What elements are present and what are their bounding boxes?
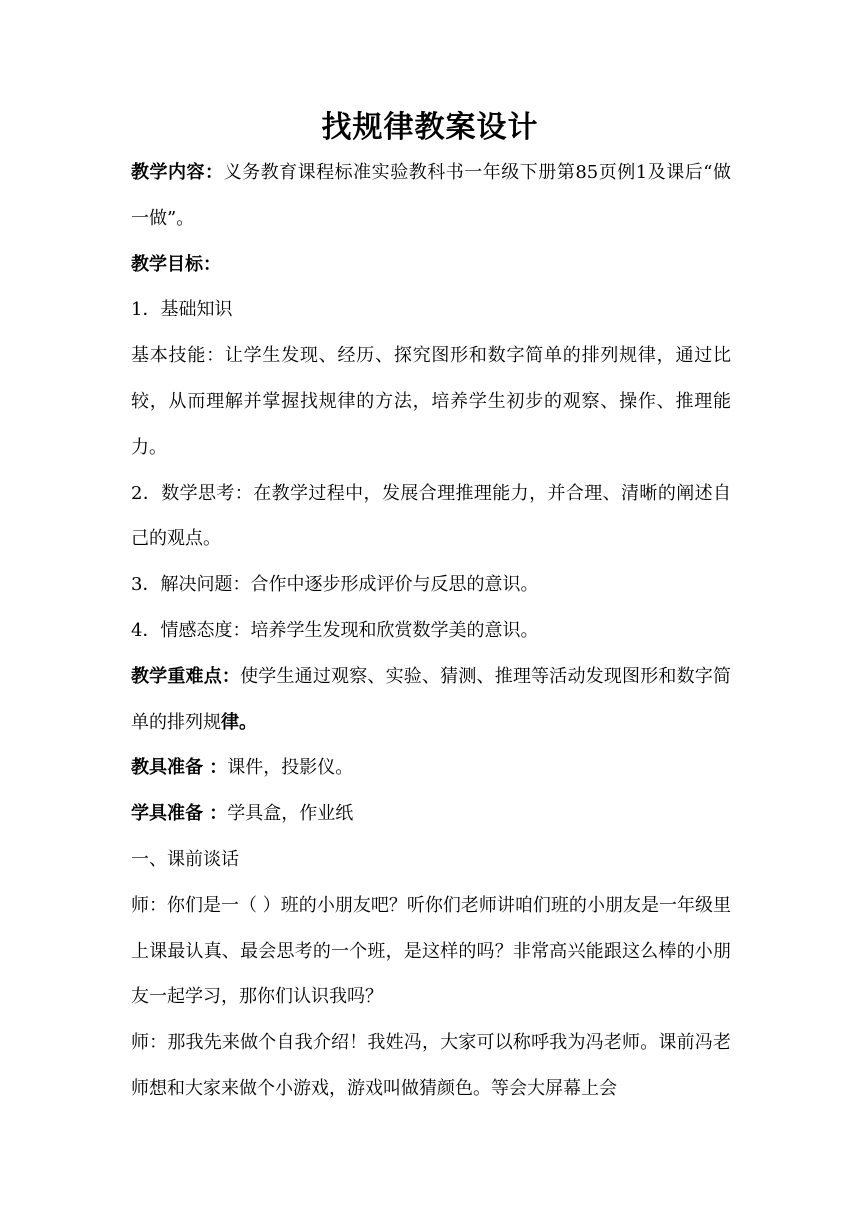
section-heading-pre-class-talk: 一、课前谈话 bbox=[131, 848, 239, 870]
teacher-tools-paragraph bbox=[131, 745, 731, 791]
goal-basic-knowledge: 1．基础知识 bbox=[131, 299, 233, 321]
teaching-content-label: 教学内容： bbox=[131, 162, 224, 183]
key-points-text-end: 律。 bbox=[221, 711, 257, 733]
teaching-content-paragraph bbox=[131, 150, 731, 242]
key-points-paragraph bbox=[131, 654, 731, 746]
teacher-tools-text: 课件，投影仪。 bbox=[227, 757, 354, 779]
teaching-goals-heading: 教学目标： bbox=[131, 253, 221, 275]
goal-emotional-attitude: 4．情感态度：培养学生发现和欣赏数学美的意识。 bbox=[131, 619, 539, 641]
goal-problem-solving: 3．解决问题：合作中逐步形成评价与反思的意识。 bbox=[131, 574, 539, 596]
student-tools-paragraph bbox=[131, 791, 731, 837]
goal-math-thinking: 2．数学思考：在教学过程中，发展合理推理能力，并合理、清晰的阐述自己的观点。 bbox=[131, 482, 731, 550]
teacher-tools-label: 教具准备 ： bbox=[131, 757, 228, 779]
student-tools-label: 学具准备 ： bbox=[131, 803, 228, 825]
dialog-paragraph-1: 师：你们是一（ ）班的小朋友吧？听你们老师讲咱们班的小朋友是一年级里上课最认真、最会思考的一个班，是这样的吗？非常高兴能跟这么棒的小朋友一起学习，那你们认识我吗？ bbox=[131, 894, 731, 1008]
dialog-paragraph-2: 师：那我先来做个自我介绍！我姓冯，大家可以称呼我为冯老师。课前冯老师想和大家来做个小游戏，游戏叫做猜颜色。等会大屏幕上会 bbox=[131, 1032, 731, 1099]
teaching-content-text: 义务教育课程标准实验教科书一年级下册第85页例1及课后“做一做”。 bbox=[131, 162, 732, 229]
document-title: 找规律教案设计 bbox=[321, 110, 539, 145]
document-body bbox=[131, 150, 731, 1112]
key-points-text: 使学生通过观察、实验、猜测、推理等活动发现图形和数字简单的排列规 bbox=[131, 665, 731, 733]
student-tools-text: 学具盒，作业纸 bbox=[227, 803, 354, 825]
key-points-label: 教学重难点： bbox=[131, 665, 241, 687]
basic-skills-paragraph: 基本技能：让学生发现、经历、探究图形和数字简单的排列规律，通过比较，从而理解并掌握找规律的方法，培养学生初步的观察、操作、推理能力。 bbox=[131, 345, 731, 458]
